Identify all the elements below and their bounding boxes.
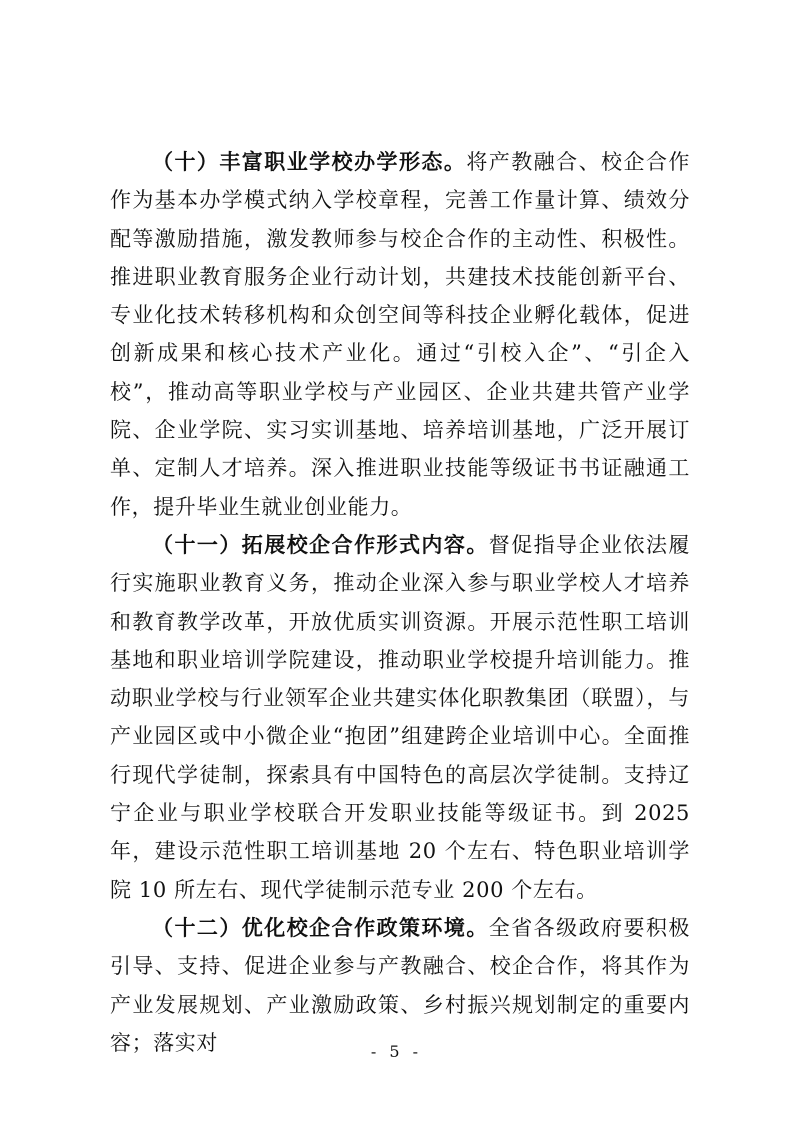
- paragraph-11-heading: （十一）拓展校企合作形式内容。: [152, 531, 489, 557]
- paragraph-12-text: 全省各级政府要积极引导、支持、促进企业参与产教融合、校企合作，将其作为产业发展规划、产业激励政策、乡村振兴规划制定的重要内容；落实对: [110, 915, 690, 1055]
- paragraph-10-heading: （十）丰富职业学校办学形态。: [152, 149, 467, 174]
- paragraph-10-text: 将产教融合、校企合作作为基本办学模式纳入学校章程，完善工作量计算、绩效分配等激励措施，激发教师参与校企合作的主动性、积极性。推进职业教育服务企业行动计划，共建技术技能创新平台、专业化技术转移机构和众创空间等科技企业孵化载体，促进创新成果和核心技术产业化。通过“引校入企”、“引企入校”，推动高等职业学校与产业园区、企业共建共管产业学院、企业学院、实习实训基地、培养培训基地，广泛开展订单、定制人才培养。深入推进职业技能等级证书书证融通工作，提升毕业生就业创业能力。: [110, 150, 690, 519]
- paragraph-12-heading: （十二）优化校企合作政策环境。: [152, 914, 489, 940]
- paragraph-11-text: 督促指导企业依法履行实施职业教育义务，推动企业深入参与职业学校人才培养和教育教学改革，开放优质实训资源。开展示范性职工培训基地和职业培训学院建设，推动职业学校提升培训能力。推动职业学校与行业领军企业共建实体化职教集团（联盟），与产业园区或中小微企业“抱团”组建跨企业培训中心。全面推行现代学徒制，探索具有中国特色的高层次学徒制。支持辽宁企业与职业学校联合开发职业技能等级证书。到 2025 年，建设示范性职工培训基地 20 个左右、特色职业培训学院 10 所左右、现代学徒制示范专业 200 个左右。: [110, 532, 690, 902]
- paragraph-11: [110, 526, 690, 909]
- page-number: - 5 -: [370, 1042, 423, 1061]
- document-body: [110, 143, 690, 1062]
- paragraph-12: [110, 909, 690, 1062]
- paragraph-10: [110, 143, 690, 526]
